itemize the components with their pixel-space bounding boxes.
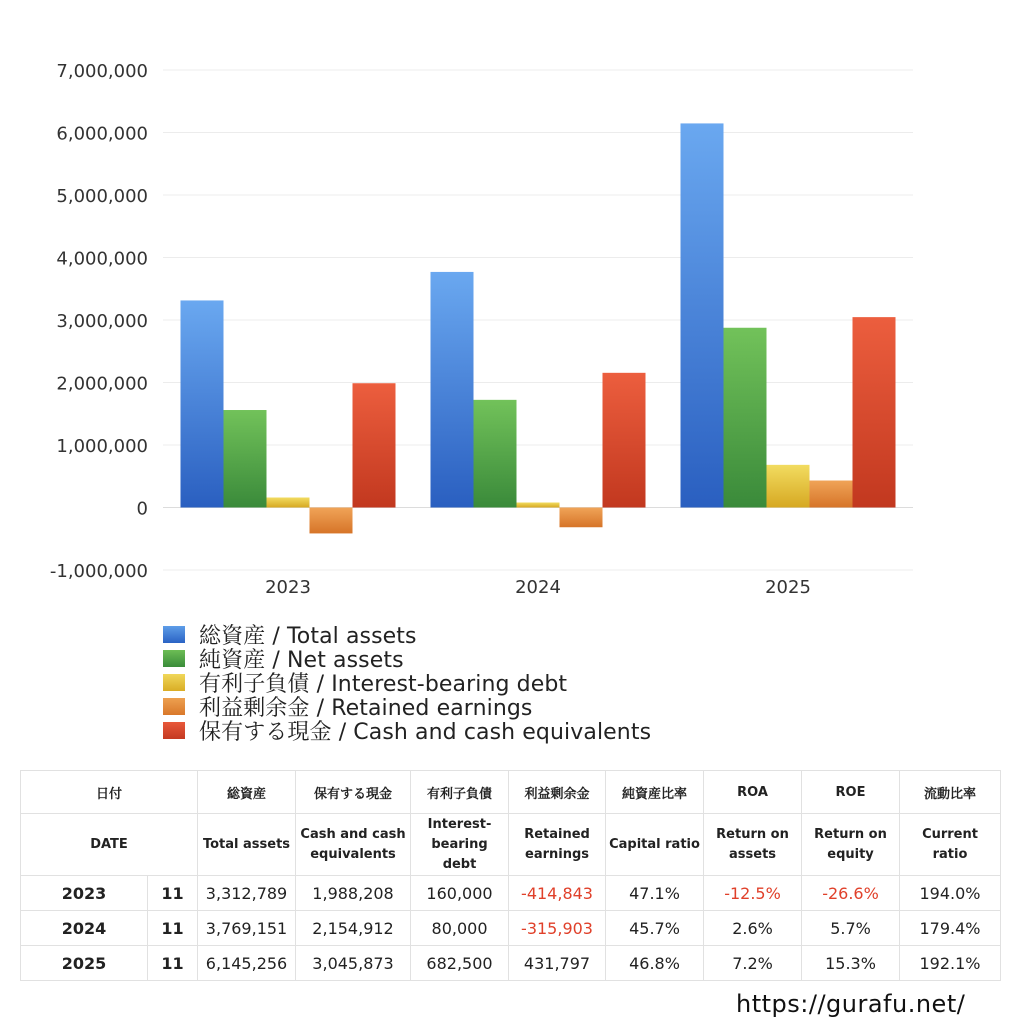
- cell-total-assets: 6,145,256: [198, 946, 296, 981]
- chart-legend: [163, 622, 652, 745]
- header-roa-ja: ROA: [704, 771, 802, 814]
- y-tick-label: 5,000,000: [56, 186, 148, 207]
- bar: [224, 410, 267, 507]
- header-roe-en: Return on equity: [802, 814, 900, 876]
- bar: [474, 400, 517, 508]
- header-date-en: DATE: [21, 814, 198, 876]
- bar: [431, 272, 474, 508]
- bar: [810, 481, 853, 508]
- cell-current-ratio: 194.0%: [900, 876, 1001, 911]
- bars: [181, 123, 896, 533]
- cell-roa: 7.2%: [704, 946, 802, 981]
- legend-swatch-total-assets: [163, 626, 185, 643]
- bar: [853, 317, 896, 507]
- cell-current-ratio: 192.1%: [900, 946, 1001, 981]
- header-debt-en: Interest-bearing debt: [411, 814, 509, 876]
- bar: [267, 498, 310, 508]
- row-month: 11: [148, 946, 198, 981]
- x-tick-label: 2024: [515, 577, 561, 598]
- bar: [353, 383, 396, 507]
- header-roe-ja: ROE: [802, 771, 900, 814]
- cell-retained: -315,903: [509, 911, 606, 946]
- y-tick-label: 2,000,000: [56, 373, 148, 395]
- cell-roe: 5.7%: [802, 911, 900, 946]
- cell-roa: 2.6%: [704, 911, 802, 946]
- y-tick-label: 6,000,000: [56, 123, 148, 145]
- legend-swatch-interest-bearing-debt: [163, 674, 185, 691]
- header-current-ratio-ja: 流動比率: [900, 771, 1001, 814]
- header-capital-ratio-en: Capital ratio: [606, 814, 704, 876]
- legend-swatch-cash: [163, 722, 185, 739]
- row-month: 11: [148, 911, 198, 946]
- table-header-row-ja: [21, 771, 1001, 814]
- header-cash-ja: 保有する現金: [296, 771, 411, 814]
- cell-debt: 682,500: [411, 946, 509, 981]
- cell-roe: -26.6%: [802, 876, 900, 911]
- cell-debt: 160,000: [411, 876, 509, 911]
- header-retained-en: Retained earnings: [509, 814, 606, 876]
- cell-capital-ratio: 46.8%: [606, 946, 704, 981]
- x-tick-label: 2025: [765, 577, 811, 598]
- table-row: [21, 946, 1001, 981]
- legend-swatch-net-assets: [163, 650, 185, 667]
- y-tick-label: 1,000,000: [56, 436, 148, 457]
- row-month: 11: [148, 876, 198, 911]
- bar: [181, 300, 224, 507]
- legend-label: 純資産 / Net assets: [199, 647, 404, 673]
- y-tick-label: 4,000,000: [56, 248, 148, 270]
- bar: [767, 465, 810, 508]
- bar: [517, 503, 560, 508]
- legend-label: 有利子負債 / Interest-bearing debt: [199, 671, 568, 697]
- header-roa-en: Return on assets: [704, 814, 802, 876]
- row-year: 2025: [21, 946, 148, 981]
- header-total-assets-en: Total assets: [198, 814, 296, 876]
- row-year: 2023: [21, 876, 148, 911]
- cell-cash: 2,154,912: [296, 911, 411, 946]
- legend-label: 保有する現金 / Cash and cash equivalents: [199, 719, 652, 745]
- cell-cash: 1,988,208: [296, 876, 411, 911]
- y-tick-label: 7,000,000: [56, 61, 148, 82]
- legend-swatch-retained-earnings: [163, 698, 185, 715]
- header-cash-en: Cash and cash equivalents: [296, 814, 411, 876]
- site-url: https://gurafu.net/: [736, 990, 966, 1018]
- header-date-ja: 日付: [21, 771, 198, 814]
- cell-total-assets: 3,769,151: [198, 911, 296, 946]
- cell-cash: 3,045,873: [296, 946, 411, 981]
- y-axis-ticks: [50, 61, 148, 582]
- header-capital-ratio-ja: 純資産比率: [606, 771, 704, 814]
- table-header-row-en: [21, 814, 1001, 876]
- financial-table: [20, 770, 1001, 981]
- header-current-ratio-en: Current ratio: [900, 814, 1001, 876]
- legend-label: 総資産 / Total assets: [199, 623, 417, 649]
- header-retained-ja: 利益剰余金: [509, 771, 606, 814]
- cell-current-ratio: 179.4%: [900, 911, 1001, 946]
- y-tick-label: 0: [136, 498, 148, 520]
- cell-roe: 15.3%: [802, 946, 900, 981]
- cell-retained: -414,843: [509, 876, 606, 911]
- cell-capital-ratio: 45.7%: [606, 911, 704, 946]
- cell-debt: 80,000: [411, 911, 509, 946]
- cell-capital-ratio: 47.1%: [606, 876, 704, 911]
- header-total-assets-ja: 総資産: [198, 771, 296, 814]
- legend-item-cash: [163, 718, 652, 745]
- y-tick-label: -1,000,000: [49, 561, 148, 582]
- x-axis-ticks: [265, 577, 811, 598]
- header-debt-ja: 有利子負債: [411, 771, 509, 814]
- row-year: 2024: [21, 911, 148, 946]
- legend-label: 利益剰余金 / Retained earnings: [199, 695, 533, 721]
- cell-retained: 431,797: [509, 946, 606, 981]
- bar: [560, 508, 603, 528]
- bar: [724, 328, 767, 508]
- table-row: [21, 876, 1001, 911]
- cell-total-assets: 3,312,789: [198, 876, 296, 911]
- y-tick-label: 3,000,000: [56, 311, 148, 332]
- x-tick-label: 2023: [265, 577, 311, 598]
- cell-roa: -12.5%: [704, 876, 802, 911]
- bar: [681, 123, 724, 507]
- table-row: [21, 911, 1001, 946]
- bar: [603, 373, 646, 508]
- bar: [310, 508, 353, 534]
